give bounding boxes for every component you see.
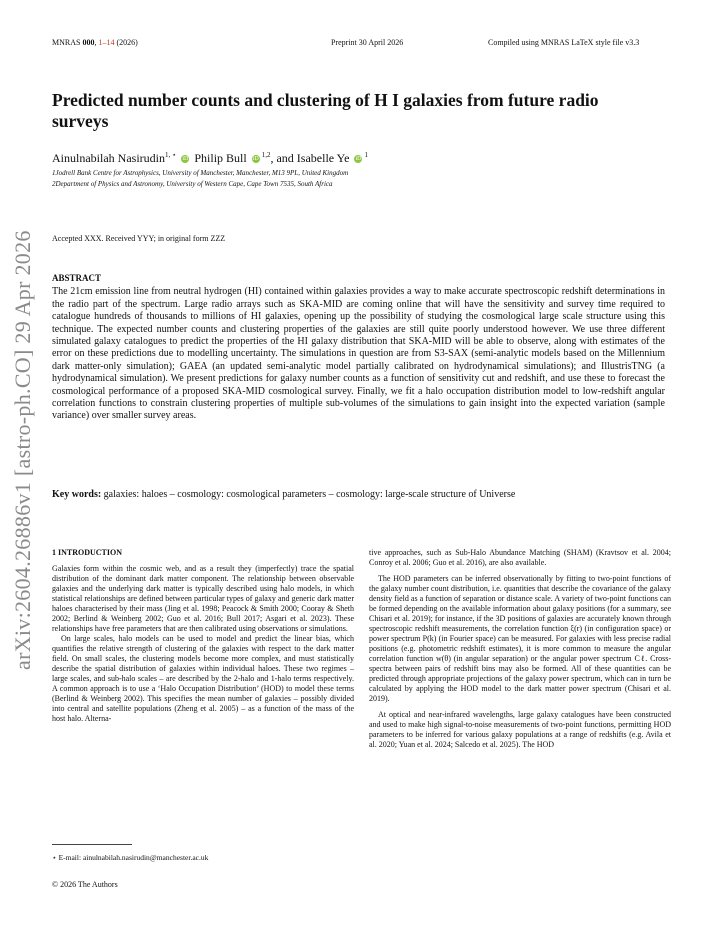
right-column [369, 548, 671, 750]
author-3-sup: 1 [364, 151, 368, 159]
journal-ref: MNRAS 000, 1–14 (2026) [52, 38, 138, 47]
orcid-icon[interactable]: iD [355, 156, 362, 163]
author-2: Philip Bull [194, 151, 247, 165]
author-1: Ainulnabilah Nasirudin [52, 151, 165, 165]
arxiv-stamp: arXiv:2604.26886v1 [astro-ph.CO] 29 Apr 2026 [10, 230, 35, 670]
journal-volume: 000 [82, 38, 95, 47]
footnote-email[interactable]: ⋆ E-mail: ainulnabilah.nasirudin@manchester.ac.uk [52, 853, 209, 862]
author-1-sup: 1, ⋆ [164, 151, 177, 159]
abstract-text: The 21cm emission line from neutral hydrogen (HI) contained within galaxies provides a way to make accurate spectroscopic redshift determinations in the radio part of the spectrum. Large radio arrays such as SKA-MID are coming online that will have the sensitivity and survey time required to catalogue hundreds of thousands to millions of HI galaxies, opening up the possibility of studying the cosmological large scale structure using this technique. The expected number counts and clustering properties of the galaxies are still quite poorly understood however. We use three different simulated galaxy catalogues to predict the properties of the HI galaxy distribution that SKA-MID will be able to observe, along with estimates of the error on these predictions due to modelling uncertainty. The simulations in question are from S3-SAX (semi-analytic models based on the Millennium dark matter-only simulation); GAEA (an updated semi-analytic model partially calibrated on hydrodynamical simulations); and IllustrisTNG (a hydrodynamical simulation). We present predictions for galaxy number counts as a function of sensitivity cut and redshift, and use these to forecast the cosmological performance of a proposed SKA-MID cosmological survey. Finally, we fit a halo occupation distribution model to low-redshift angular correlation functions to constrain clustering properties of multiple sub-volumes of the simulations to gain insight into the expected variation (sample variance) over smaller survey areas. [52, 286, 665, 422]
abstract [52, 272, 665, 423]
paragraph: Galaxies form within the cosmic web, and as a result they (imperfectly) trace the spatial distribution of the dominant dark matter component. The relationship between observable galaxies and the underlying dark matter is typically described using halo models, in which statistical relationships are defined between particular types of galaxy and generic dark matter haloes characterised by their mass (Jing et al. 1998; Peacock & Smith 2000; Cooray & Sheth 2002; Berlind & Weinberg 2002; Guo et al. 2016; Bull 2017; Asgari et al. 2023). These relationships have free parameters that are then calibrated using observations or simulations. [52, 564, 354, 633]
footnote-rule [52, 844, 132, 845]
left-column [52, 548, 354, 724]
paragraph: The HOD parameters can be inferred observationally by fitting to two-point functions of the galaxy number count distribution, i.e. quantities that describe the covariance of the galaxy density field as a function of separation or distance scale. A variety of two-point functions can be formed depending on the available information about galaxy positions (for a summary, see Chisari et al. 2019); for instance, if the 3D positions of galaxies are accurately known through spectroscopic redshift measurements, the correlation function ξ(r) (in configuration space) or power spectrum P(k) (in Fourier space) can be measured. For galaxies with less precise radial positions (e.g. photometric redshift estimates), it is more common to measure the angular correlation function w(θ) (in angular separation) or the angular power spectrum Cℓ. Cross-spectra between pairs of redshift bins may also be formed. All of these quantities can be predicted through appropriate projections of the galaxy power spectrum, which can in turn be calculated by applying the HOD model to the dark matter power spectrum (Chisari et al. 2019). [369, 574, 671, 703]
section-heading: 1 INTRODUCTION [52, 548, 123, 557]
keywords [52, 489, 665, 500]
journal-name: MNRAS [52, 38, 83, 47]
keywords-text: galaxies: haloes – cosmology: cosmological parameters – cosmology: large-scale structure of Universe [103, 489, 516, 500]
affiliation-1: 1Jodrell Bank Centre for Astrophysics, University of Manchester, Manchester, M13 9PL, United Kingdom [52, 169, 349, 177]
orcid-icon[interactable]: iD [182, 156, 189, 163]
style-note: Compiled using MNRAS LaTeX style file v3.3 [488, 38, 640, 47]
journal-pages[interactable]: 1–14 [98, 38, 115, 47]
paragraph: tive approaches, such as Sub-Halo Abundance Matching (SHAM) (Kravtsov et al. 2004; Conroy et al. 2006; Guo et al. 2016), are also available. [369, 548, 671, 567]
paragraph: At optical and near-infrared wavelengths, large galaxy catalogues have been constructed and used to make high signal-to-noise measurements of two-point functions, permitting HOD parameters to be inferred for various galaxy populations at a range of redshifts (e.g. Avila et al. 2020; Yuan et al. 2024; Salcedo et al. 2025). The HOD [369, 710, 671, 749]
author-3: , and Isabelle Ye [270, 151, 350, 165]
preprint-date: Preprint 30 April 2026 [331, 38, 404, 47]
orcid-icon[interactable]: iD [252, 156, 259, 163]
affiliation-2: 2Department of Physics and Astronomy, University of Western Cape, Cape Town 7535, South Africa [52, 180, 333, 188]
paragraph: On large scales, halo models can be used to model and predict the linear bias, which quantifies the relative strength of clustering of the galaxies with respect to the dark matter field. On small scales, the clustering models become more complex, and must statistically describe the spatial distribution of galaxies within individual haloes. These two regimes – large scales, and sub-halo scales – are described by the 2-halo and 1-halo terms respectively. A common approach is to use a ‘Halo Occupation Distribution’ (HOD) to model these terms (Berlind & Weinberg 2002). This specifies the mean number of galaxies – possibly divided into central and satellite populations (Zheng et al. 2005) – as a function of the mass of the host halo. Alterna- [52, 634, 354, 723]
keywords-label: Key words: [52, 489, 102, 500]
accepted-line: Accepted XXX. Received YYY; in original form ZZZ [52, 234, 226, 243]
copyright: © 2026 The Authors [52, 880, 118, 889]
author-list [52, 151, 368, 166]
abstract-heading: ABSTRACT [52, 273, 102, 283]
paper-title: Predicted number counts and clustering of H I galaxies from future radio surveys [52, 90, 599, 131]
author-2-sup: 1,2 [261, 151, 271, 159]
journal-year: (2026) [114, 38, 138, 47]
